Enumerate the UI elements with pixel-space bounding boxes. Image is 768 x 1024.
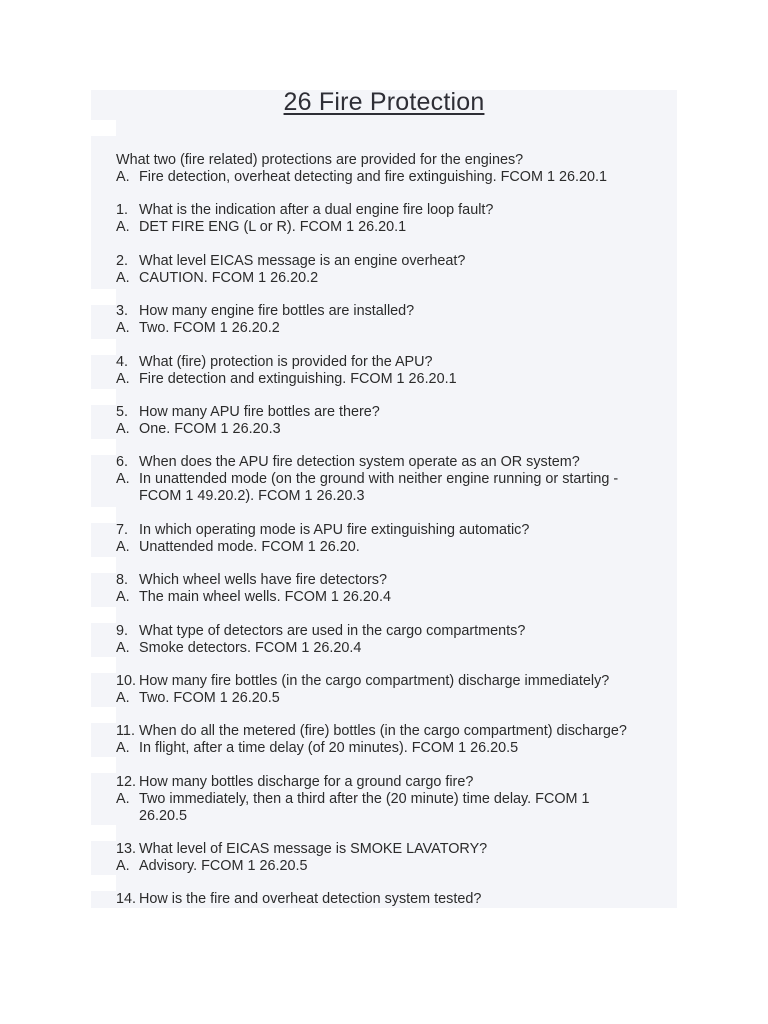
question-number: 10. bbox=[116, 672, 137, 689]
question-text: What two (fire related) protections are provided for the engines? bbox=[116, 152, 524, 168]
qa-item bbox=[116, 303, 676, 337]
qa-list bbox=[116, 202, 676, 908]
answer-text: Fire detection, overheat detecting and fire extinguishing. FCOM 1 26.20.1 bbox=[139, 169, 607, 185]
qa-item bbox=[116, 522, 676, 556]
question-text: How many APU fire bottles are there? bbox=[139, 403, 380, 420]
question-line bbox=[116, 774, 676, 791]
qa-item bbox=[116, 891, 676, 908]
question-line bbox=[116, 354, 676, 371]
question-text: How many bottles discharge for a ground cargo fire? bbox=[139, 773, 474, 790]
qa-item bbox=[116, 572, 676, 606]
answer-marker: A. bbox=[116, 538, 130, 555]
question-text: Which wheel wells have fire detectors? bbox=[139, 572, 387, 589]
question-text: What level EICAS message is an engine overheat? bbox=[139, 252, 466, 269]
question-text: What type of detectors are used in the cargo compartments? bbox=[139, 622, 526, 639]
margin-band bbox=[91, 339, 116, 355]
qa-item bbox=[116, 354, 676, 388]
question-number: 14. bbox=[116, 891, 137, 908]
question-number: 3. bbox=[116, 303, 129, 320]
answer-text: One. FCOM 1 26.20.3 bbox=[139, 420, 281, 437]
question-line bbox=[116, 152, 676, 169]
question-text: In which operating mode is APU fire extinguishing automatic? bbox=[139, 521, 530, 538]
answer-line bbox=[116, 219, 676, 236]
question-line bbox=[116, 572, 676, 589]
margin-band bbox=[91, 707, 116, 723]
answer-text: In unattended mode (on the ground with neither engine running or starting - bbox=[139, 471, 619, 488]
answer-text: Two. FCOM 1 26.20.2 bbox=[139, 320, 280, 337]
answer-marker: A. bbox=[116, 370, 130, 387]
qa-item bbox=[116, 404, 676, 438]
answer-line bbox=[116, 421, 676, 438]
answer-text: Fire detection and extinguishing. FCOM 1 26.20.1 bbox=[139, 370, 457, 387]
answer-line bbox=[116, 169, 676, 186]
margin-band bbox=[91, 389, 116, 405]
question-number: 8. bbox=[116, 572, 129, 589]
question-number: 2. bbox=[116, 252, 129, 269]
margin-band bbox=[91, 825, 116, 841]
answer-line bbox=[116, 740, 676, 757]
question-number: 6. bbox=[116, 454, 129, 471]
question-line bbox=[116, 202, 676, 219]
question-line bbox=[116, 723, 676, 740]
question-text: What is the indication after a dual engine fire loop fault? bbox=[139, 202, 494, 219]
question-number: 11. bbox=[116, 723, 135, 740]
margin-band bbox=[91, 557, 116, 573]
answer-marker bbox=[116, 488, 139, 505]
margin-band bbox=[91, 607, 116, 623]
margin-band bbox=[91, 657, 116, 673]
answer-text: Smoke detectors. FCOM 1 26.20.4 bbox=[139, 639, 362, 656]
qa-item bbox=[116, 723, 676, 757]
answer-marker: A. bbox=[116, 689, 130, 706]
qa-item bbox=[116, 454, 676, 505]
answer-marker bbox=[116, 808, 139, 825]
margin-band bbox=[91, 507, 116, 523]
question-text: How many engine fire bottles are installed? bbox=[139, 303, 415, 320]
answer-line bbox=[116, 808, 676, 825]
answer-marker: A. bbox=[116, 858, 130, 875]
question-line bbox=[116, 841, 676, 858]
answer-marker: A. bbox=[116, 320, 130, 337]
qa-item bbox=[116, 673, 676, 707]
question-text: How many fire bottles (in the cargo compartment) discharge immediately? bbox=[139, 672, 610, 689]
answer-text: The main wheel wells. FCOM 1 26.20.4 bbox=[139, 589, 391, 606]
margin-band bbox=[91, 875, 116, 891]
answer-line bbox=[116, 270, 676, 287]
question-line bbox=[116, 253, 676, 270]
answer-text: Advisory. FCOM 1 26.20.5 bbox=[139, 858, 308, 875]
question-text: How is the fire and overheat detection system tested? bbox=[139, 891, 482, 908]
answer-marker: A. bbox=[116, 589, 130, 606]
qa-item bbox=[116, 202, 676, 236]
question-number: 7. bbox=[116, 521, 129, 538]
answer-text: 26.20.5 bbox=[139, 807, 188, 824]
answer-text: CAUTION. FCOM 1 26.20.2 bbox=[139, 269, 319, 286]
answer-marker: A. bbox=[116, 169, 130, 185]
question-number: 12. bbox=[116, 773, 137, 790]
answer-line bbox=[116, 640, 676, 657]
margin-band bbox=[91, 120, 116, 136]
answer-line bbox=[116, 589, 676, 606]
answer-line bbox=[116, 371, 676, 388]
question-line bbox=[116, 454, 676, 471]
answer-line bbox=[116, 539, 676, 556]
question-line bbox=[116, 891, 676, 908]
answer-line bbox=[116, 488, 676, 505]
answer-text: Unattended mode. FCOM 1 26.20. bbox=[139, 538, 360, 555]
margin-band bbox=[91, 439, 116, 455]
qa-item bbox=[116, 253, 676, 287]
question-text: What (fire) protection is provided for the APU? bbox=[139, 353, 433, 370]
answer-marker: A. bbox=[116, 790, 130, 807]
answer-marker: A. bbox=[116, 269, 130, 286]
margin-band bbox=[91, 757, 116, 773]
qa-content bbox=[116, 152, 676, 908]
question-number: 13. bbox=[116, 841, 137, 858]
question-number: 1. bbox=[116, 202, 129, 219]
qa-item bbox=[116, 841, 676, 875]
answer-text: DET FIRE ENG (L or R). FCOM 1 26.20.1 bbox=[139, 219, 407, 236]
answer-text: FCOM 1 49.20.2). FCOM 1 26.20.3 bbox=[139, 488, 365, 505]
answer-line bbox=[116, 690, 676, 707]
question-number: 4. bbox=[116, 353, 129, 370]
answer-line bbox=[116, 471, 676, 488]
question-line bbox=[116, 522, 676, 539]
question-line bbox=[116, 303, 676, 320]
margin-band bbox=[91, 289, 116, 305]
answer-marker: A. bbox=[116, 219, 130, 236]
answer-marker: A. bbox=[116, 740, 130, 757]
intro-qa bbox=[116, 152, 676, 186]
question-line bbox=[116, 404, 676, 421]
answer-marker: A. bbox=[116, 471, 130, 488]
answer-line bbox=[116, 858, 676, 875]
answer-text: In flight, after a time delay (of 20 minutes). FCOM 1 26.20.5 bbox=[139, 740, 519, 757]
answer-line bbox=[116, 791, 676, 808]
question-text: When do all the metered (fire) bottles (in the cargo compartment) discharge? bbox=[139, 723, 627, 740]
question-text: When does the APU fire detection system operate as an OR system? bbox=[139, 454, 580, 471]
question-line bbox=[116, 623, 676, 640]
question-text: What level of EICAS message is SMOKE LAVATORY? bbox=[139, 841, 488, 858]
answer-marker: A. bbox=[116, 639, 130, 656]
qa-item bbox=[116, 623, 676, 657]
question-number: 9. bbox=[116, 622, 129, 639]
page-title: 26 Fire Protection bbox=[283, 88, 485, 116]
question-line bbox=[116, 673, 676, 690]
answer-text: Two. FCOM 1 26.20.5 bbox=[139, 689, 280, 706]
answer-text: Two immediately, then a third after the (20 minute) time delay. FCOM 1 bbox=[139, 790, 590, 807]
answer-line bbox=[116, 320, 676, 337]
question-number: 5. bbox=[116, 403, 129, 420]
qa-item bbox=[116, 774, 676, 825]
answer-marker: A. bbox=[116, 420, 130, 437]
